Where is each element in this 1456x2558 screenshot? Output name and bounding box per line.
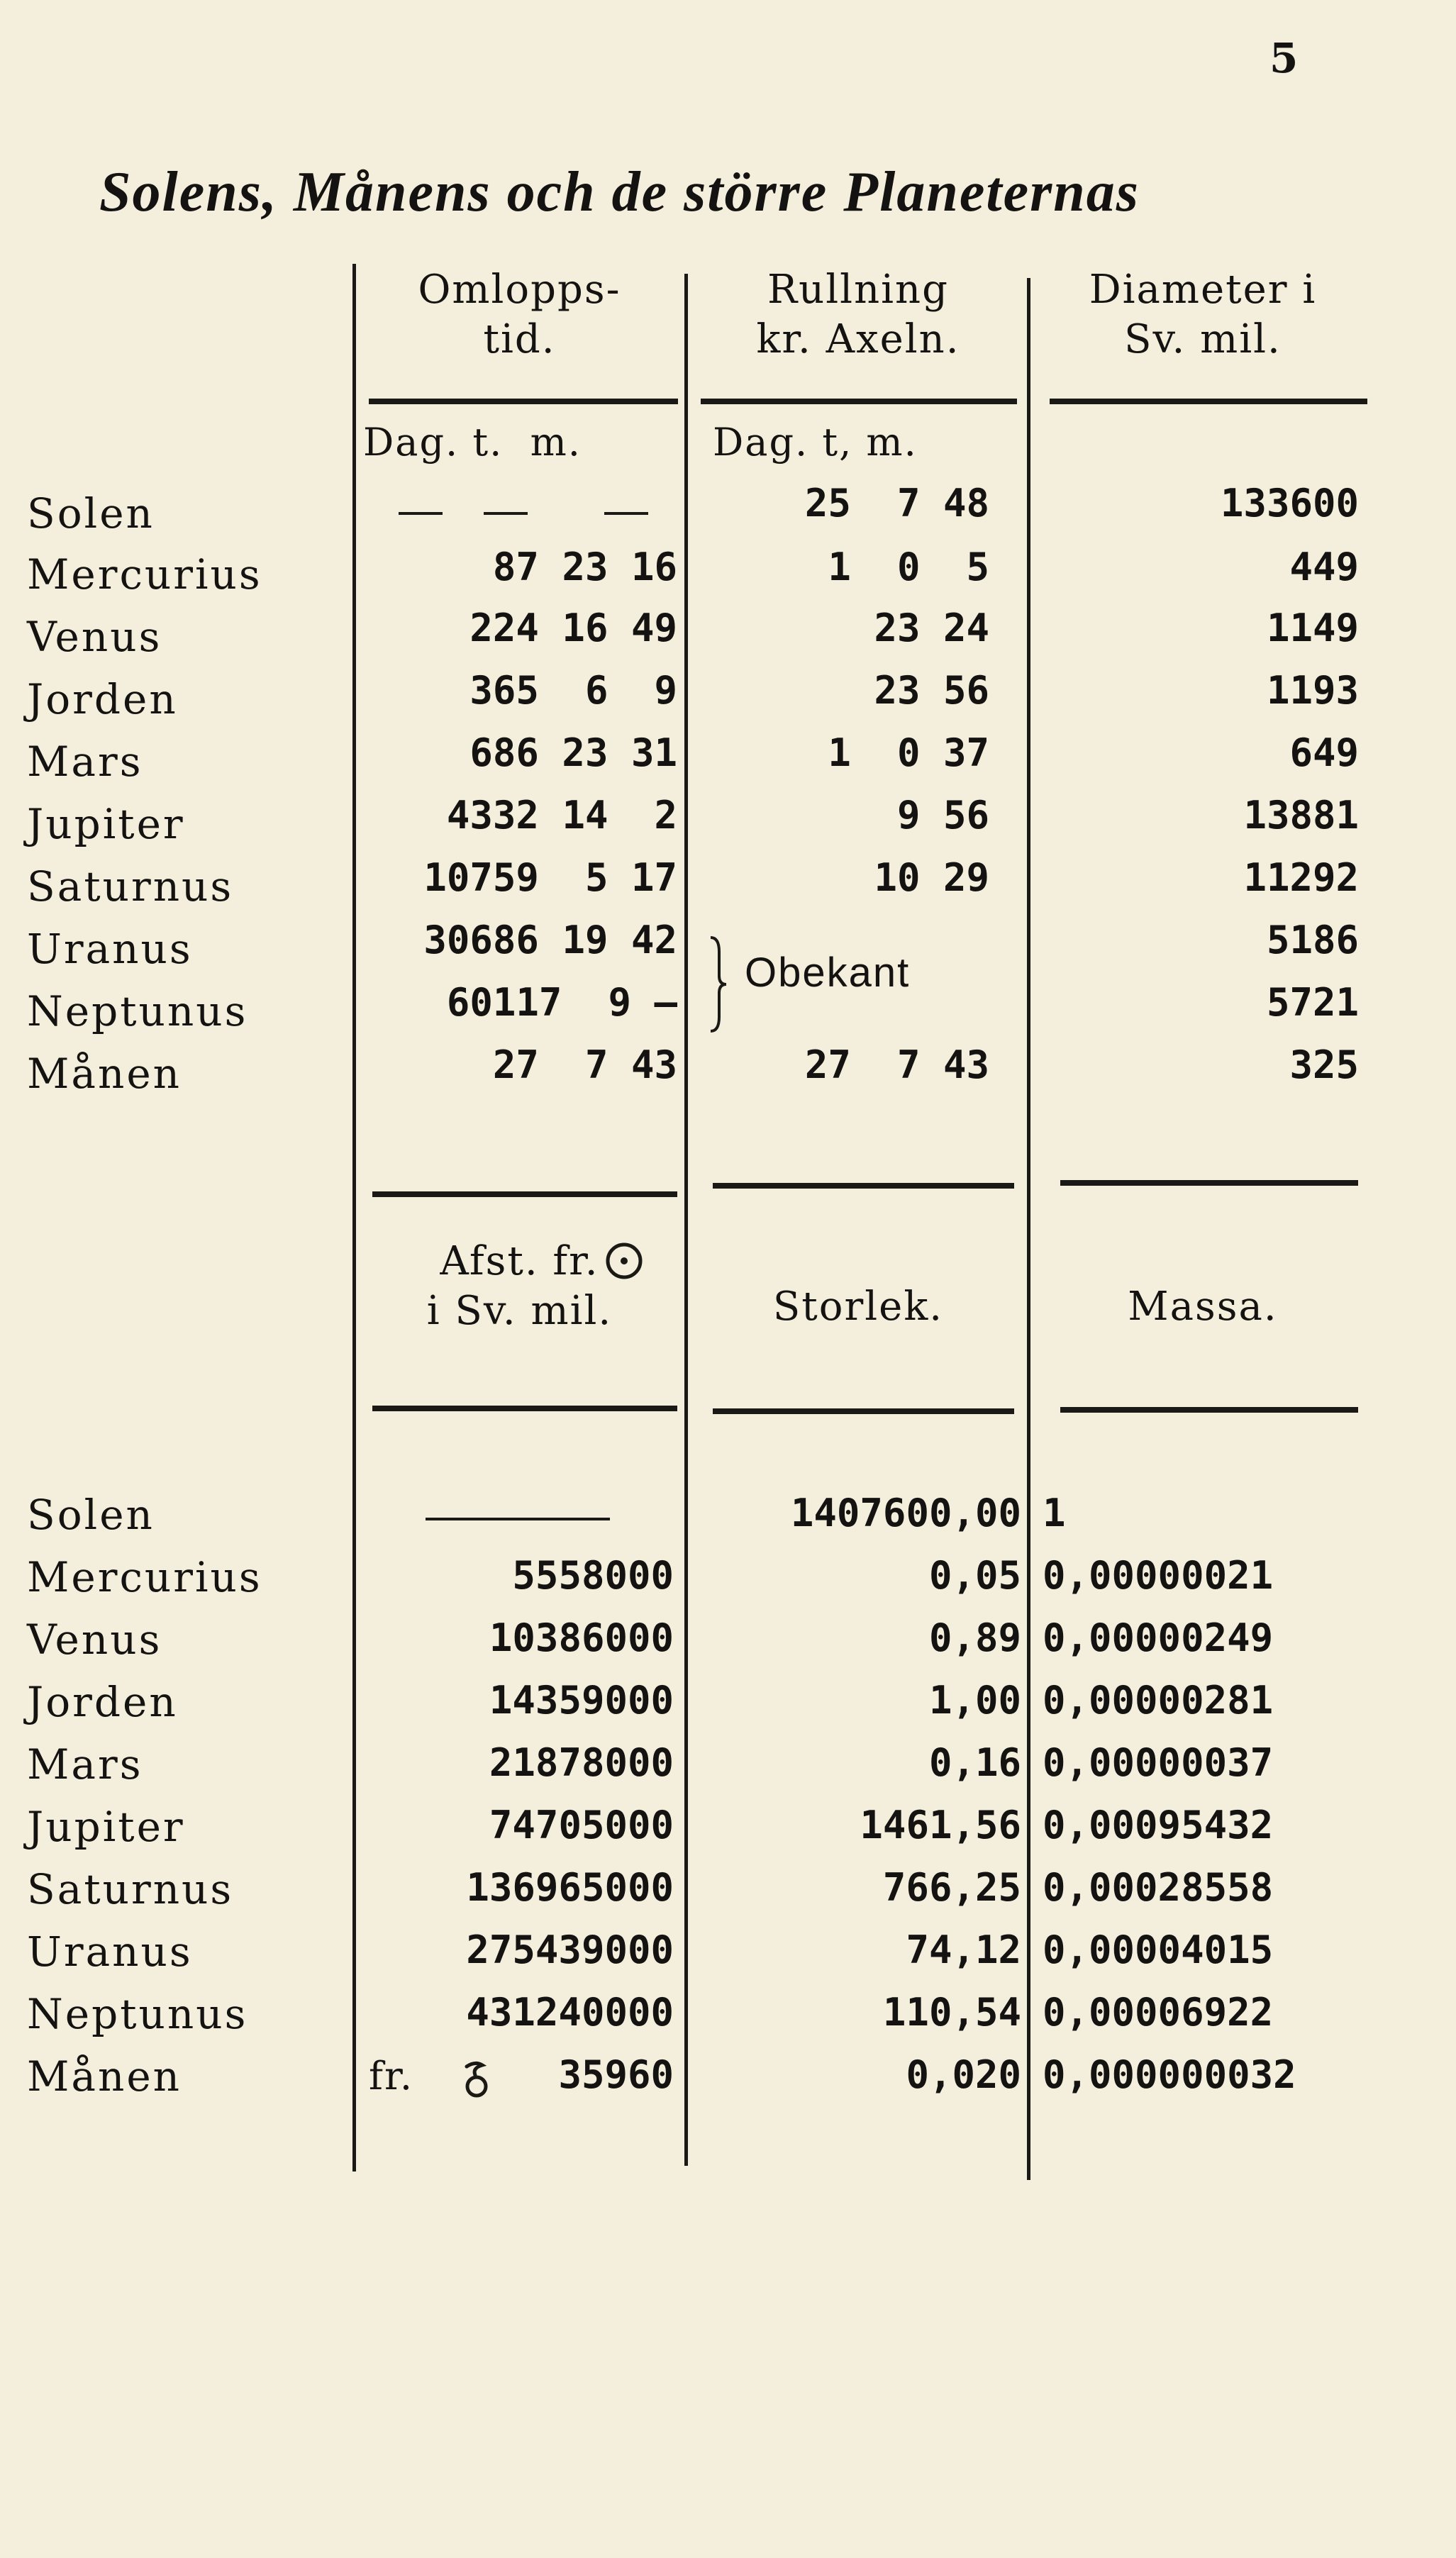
empty-period-dash xyxy=(604,512,648,515)
rotation-value: 1 0 5 xyxy=(828,545,989,589)
period-value: 30686 19 42 xyxy=(423,918,677,962)
planet-name: Venus xyxy=(27,613,162,661)
mass-value: 0,00000249 xyxy=(1043,1616,1274,1660)
diameter-value: 5186 xyxy=(1266,918,1359,962)
planet-name: Venus xyxy=(27,1616,162,1664)
distance-value: 10386000 xyxy=(489,1616,674,1660)
distance-value: 5558000 xyxy=(512,1553,674,1598)
rotation-unknown-label: Obekant xyxy=(745,950,911,996)
size-value: 1,00 xyxy=(928,1678,1021,1723)
size-value: 0,020 xyxy=(906,2052,1021,2097)
period-value: 27 7 43 xyxy=(492,1042,677,1087)
header-mass: Massa. xyxy=(1128,1284,1278,1330)
planet-name: Solen xyxy=(27,1491,155,1539)
distance-value: 431240000 xyxy=(466,1990,674,2035)
rotation-value: 23 56 xyxy=(874,668,989,713)
distance-value: 74705000 xyxy=(489,1803,674,1847)
header-period: Omlopps- tid. xyxy=(418,267,621,362)
planet-name: Uranus xyxy=(27,925,193,973)
size-value: 110,54 xyxy=(882,1990,1021,2035)
distance-value: 35960 xyxy=(558,2052,674,2097)
rotation-value: 1 0 37 xyxy=(828,730,989,775)
diameter-value: 1193 xyxy=(1266,668,1359,713)
header-rotation: Rullning kr. Axeln. xyxy=(756,267,960,362)
rotation-value: 10 29 xyxy=(874,855,989,900)
period-value: 87 23 16 xyxy=(492,545,677,589)
rotation-value: 23 24 xyxy=(874,606,989,650)
mass-value: 1 xyxy=(1043,1491,1066,1535)
moon-symbol-icon xyxy=(460,2058,494,2099)
planet-name: Månen xyxy=(27,1050,182,1098)
period-value: 4332 14 2 xyxy=(446,793,677,838)
mass-value: 0,000000032 xyxy=(1043,2052,1296,2097)
planet-name: Solen xyxy=(27,489,155,538)
planet-name: Månen xyxy=(27,2052,182,2101)
size-value: 1407600,00 xyxy=(790,1491,1021,1535)
sun-symbol-icon xyxy=(604,1241,644,1281)
planet-name: Mars xyxy=(27,1740,143,1789)
size-value: 0,16 xyxy=(928,1740,1021,1785)
period-value: 10759 5 17 xyxy=(423,855,677,900)
empty-period-dash xyxy=(484,512,528,515)
mass-value: 0,00000021 xyxy=(1043,1553,1274,1598)
header-diameter: Diameter i Sv. mil. xyxy=(1089,267,1317,362)
period-value: 365 6 9 xyxy=(469,668,677,713)
rotation-value: 9 56 xyxy=(896,793,989,838)
column-rule-3 xyxy=(1027,278,1030,2180)
diameter-value: 13881 xyxy=(1243,793,1359,838)
empty-distance-dash xyxy=(426,1518,610,1520)
section-rule-mass-top xyxy=(1060,1180,1358,1186)
planet-name: Neptunus xyxy=(27,987,248,1035)
header-size: Storlek. xyxy=(772,1284,944,1330)
planet-name: Jorden xyxy=(27,1678,178,1726)
section-rule-distance-bottom xyxy=(372,1406,677,1411)
column-rule-2 xyxy=(684,274,688,2166)
header-rule-rotation xyxy=(701,399,1017,404)
diameter-value: 449 xyxy=(1289,545,1359,589)
moon-distance-prefix: fr. xyxy=(369,2054,414,2098)
header-rule-period xyxy=(369,399,678,404)
empty-period-dash xyxy=(399,512,443,515)
size-value: 0,89 xyxy=(928,1616,1021,1660)
planet-name: Uranus xyxy=(27,1928,193,1976)
period-value: 60117 9 — xyxy=(446,980,677,1025)
section-rule-size-bottom xyxy=(713,1408,1014,1414)
size-value: 1461,56 xyxy=(860,1803,1021,1847)
planet-name: Jupiter xyxy=(27,800,185,848)
planet-name: Saturnus xyxy=(27,1865,234,1913)
diameter-value: 1149 xyxy=(1266,606,1359,650)
diameter-value: 133600 xyxy=(1220,481,1359,525)
period-value: 224 16 49 xyxy=(469,606,677,650)
distance-value: 21878000 xyxy=(489,1740,674,1785)
planet-name: Jupiter xyxy=(27,1803,185,1851)
mass-value: 0,00028558 xyxy=(1043,1865,1274,1910)
diameter-value: 325 xyxy=(1289,1042,1359,1087)
size-value: 74,12 xyxy=(906,1928,1021,1972)
planet-name: Saturnus xyxy=(27,862,234,911)
planet-name: Mars xyxy=(27,738,143,786)
page-number: 5 xyxy=(1269,34,1299,82)
planet-name: Mercurius xyxy=(27,550,262,599)
distance-value: 136965000 xyxy=(466,1865,674,1910)
rotation-value: 25 7 48 xyxy=(804,481,989,525)
mass-value: 0,00006922 xyxy=(1043,1990,1274,2035)
diameter-value: 649 xyxy=(1289,730,1359,775)
brace-icon xyxy=(708,935,729,1034)
section-rule-mass-bottom xyxy=(1060,1407,1358,1413)
diameter-value: 5721 xyxy=(1266,980,1359,1025)
distance-value: 14359000 xyxy=(489,1678,674,1723)
section-rule-size-top xyxy=(713,1183,1014,1189)
units-rotation: Dag. t, m. xyxy=(713,420,918,465)
rotation-value: 27 7 43 xyxy=(804,1042,989,1087)
diameter-value: 11292 xyxy=(1243,855,1359,900)
planet-name: Jorden xyxy=(27,675,178,723)
distance-value: 275439000 xyxy=(466,1928,674,1972)
units-period: Dag. t. m. xyxy=(363,420,582,465)
column-rule-1 xyxy=(352,264,356,2171)
planet-name: Neptunus xyxy=(27,1990,248,2038)
mass-value: 0,00095432 xyxy=(1043,1803,1274,1847)
section-rule-distance-top xyxy=(372,1191,677,1197)
size-value: 766,25 xyxy=(882,1865,1021,1910)
planet-name: Mercurius xyxy=(27,1553,262,1601)
page-title: Solens, Månens och de större Planeternas xyxy=(99,161,1140,223)
header-rule-diameter xyxy=(1050,399,1367,404)
period-value: 686 23 31 xyxy=(469,730,677,775)
mass-value: 0,00000037 xyxy=(1043,1740,1274,1785)
mass-value: 0,00004015 xyxy=(1043,1928,1274,1972)
size-value: 0,05 xyxy=(928,1553,1021,1598)
mass-value: 0,00000281 xyxy=(1043,1678,1274,1723)
header-distance: Afst. fr. i Sv. mil. xyxy=(426,1238,613,1334)
